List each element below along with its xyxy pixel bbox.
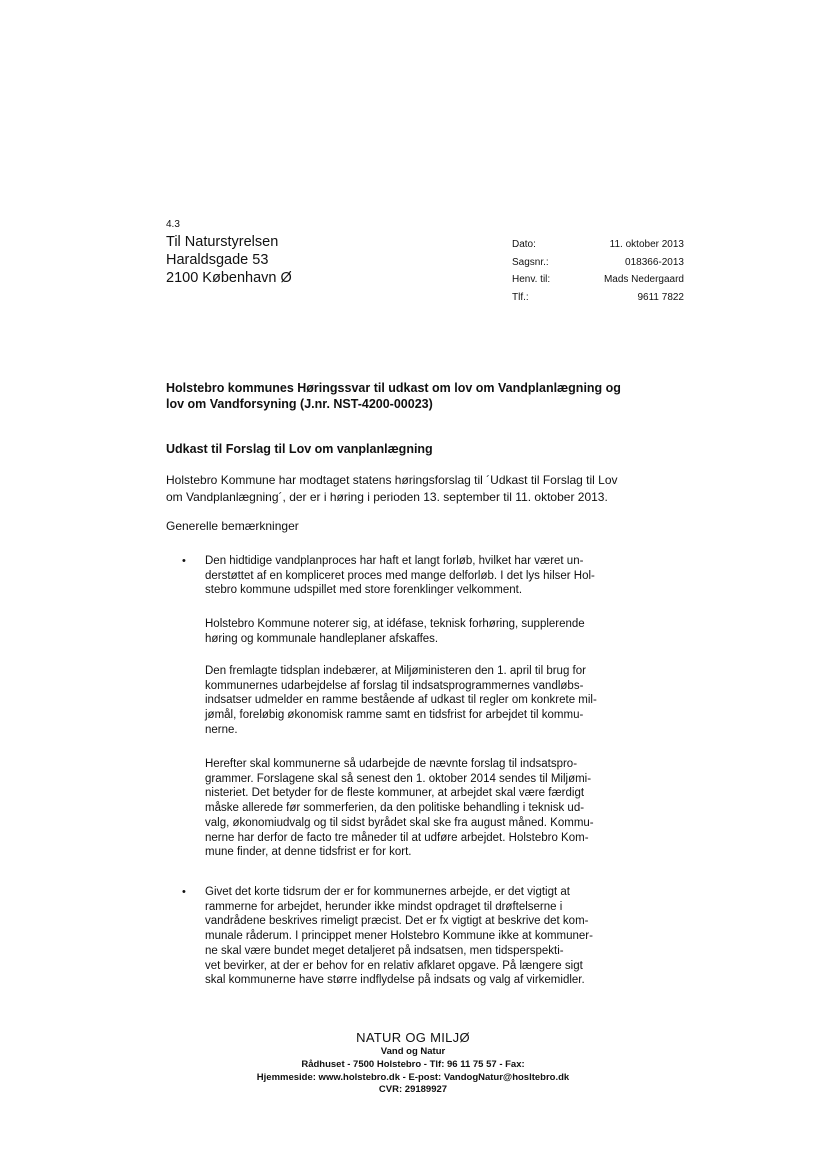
letter-meta: [512, 236, 684, 306]
paragraph-line: Den fremlagte tidsplan indebærer, at Miljøministeren den 1. april til brug for: [205, 665, 586, 677]
meta-date: [512, 236, 684, 254]
meta-phone: [512, 289, 684, 307]
paragraph-3: [205, 664, 675, 738]
paragraph-line: skal kommunerne have større indflydelse på indsats og valg af virkemidler.: [205, 974, 585, 987]
meta-label: Dato:: [512, 239, 536, 250]
meta-value: Mads Nedergaard: [603, 274, 684, 285]
paragraph-line: nerne.: [205, 723, 238, 736]
paragraph-1: [205, 554, 675, 598]
meta-value: 9611 7822: [637, 291, 684, 303]
paragraph-line: måske allerede før sommerferien, da den politiske behandling i teknisk ud-: [205, 802, 585, 815]
meta-label: Henv. til:: [512, 274, 551, 285]
paragraph-line: mune finder, at denne tidsfrist er for kort.: [205, 846, 412, 859]
paragraph-line: nerne har derfor de facto tre måneder til at udføre arbejdet. Holstebro Kom-: [205, 831, 589, 844]
footer-address: Rådhuset - 7500 Holstebro - Tlf: 96 11 75 57 - Fax:: [301, 1058, 525, 1070]
recipient-address: [166, 233, 292, 287]
paragraph-line: Holstebro Kommune noterer sig, at idéfase, teknisk forhøring, supplerende: [205, 618, 585, 630]
paragraph-line: valg, økonomiudvalg og til sidst byrådet skal ske fra august måned. Kommu-: [205, 816, 594, 829]
title-line: Holstebro kommunes Høringssvar til udkast om lov om Vandplanlægning og: [166, 381, 621, 395]
paragraph-2: [205, 617, 675, 646]
paragraph-line: vandrådene beskrives rimeligt præcist. Det er fx vigtigt at beskrive det kom-: [205, 915, 589, 928]
paragraph-line: rammerne for arbejdet, herunder ikke mindst opdraget til drøftelserne i: [205, 900, 563, 913]
footer-web: Hjemmeside: www.holstebro.dk - E-post: VandogNatur@hosltebro.dk: [256, 1071, 570, 1083]
paragraph-5: [205, 885, 675, 988]
meta-value: 018366-2013: [625, 256, 684, 268]
paragraph-line: Den hidtidige vandplanproces har haft et langt forløb, hvilket har været un-: [205, 555, 584, 567]
bullet-icon: •: [182, 555, 186, 567]
paragraph-line: Givet det korte tidsrum der er for kommunernes arbejde, er det vigtigt at: [205, 886, 570, 898]
general-heading: Generelle bemærkninger: [166, 519, 299, 533]
bullet-icon: •: [182, 886, 186, 898]
meta-value: 11. oktober 2013: [609, 239, 684, 250]
footer-unit: NATUR OG MILJØ: [356, 1030, 470, 1045]
paragraph-line: stebro kommune udspillet med store forenklinger velkomment.: [205, 584, 523, 597]
letter-footer: [0, 1030, 826, 1097]
section-heading: Udkast til Forslag til Lov om vanplanlægning: [166, 442, 433, 456]
intro-line: om Vandplanlægning´, der er i høring i perioden 13. september til 11. oktober 2013.: [166, 489, 608, 504]
recipient-name: Til Naturstyrelsen: [166, 234, 279, 250]
paragraph-line: indsatser udmelder en ramme bestående af udkast til regler om konkrete mil-: [205, 694, 597, 707]
paragraph-line: munale råderum. I princippet mener Holstebro Kommune ikke at kommuner-: [205, 930, 593, 943]
footer-department: Vand og Natur: [380, 1046, 446, 1057]
paragraph-line: kommunernes udarbejdelse af forslag til indsatsprogrammernes vandløbs-: [205, 679, 584, 692]
paragraph-line: vet bevirker, at der er behov for en relativ afklaret opgave. På længere sigt: [205, 959, 583, 972]
reference-number: 4.3: [166, 219, 180, 230]
paragraph-line: Herefter skal kommunerne så udarbejde de nævnte forslag til indsatspro-: [205, 758, 578, 770]
footer-cvr: CVR: 29189927: [378, 1084, 448, 1096]
title-line: lov om Vandforsyning (J.nr. NST-4200-00023): [166, 397, 433, 411]
meta-label: Sagsnr.:: [512, 256, 549, 268]
meta-label: Tlf.:: [512, 291, 529, 303]
paragraph-line: derstøttet af en kompliceret proces med mange delforløb. I det lys hilser Hol-: [205, 569, 595, 582]
meta-case-number: [512, 254, 684, 272]
paragraph-line: ne skal være bundet meget detaljeret på indsatsen, men tidsperspekti-: [205, 944, 564, 957]
intro-paragraph: [166, 472, 676, 505]
paragraph-line: høring og kommunale handleplaner afskaffes.: [205, 632, 439, 645]
letter-title: [166, 380, 666, 412]
intro-line: Holstebro Kommune har modtaget statens høringsforslag til ´Udkast til Forslag til Lov: [166, 473, 618, 487]
paragraph-line: jømål, foreløbig økonomisk ramme samt en tidsfrist for arbejdet til kommu-: [205, 709, 584, 722]
meta-contact: [512, 271, 684, 289]
recipient-city: 2100 København Ø: [166, 270, 292, 286]
paragraph-4: [205, 757, 675, 860]
recipient-street: Haraldsgade 53: [166, 252, 269, 268]
paragraph-line: grammer. Forslagene skal så senest den 1. oktober 2014 sendes til Miljømi-: [205, 772, 592, 785]
paragraph-line: nisteriet. Det betyder for de fleste kommuner, at arbejdet skal være færdigt: [205, 787, 585, 800]
